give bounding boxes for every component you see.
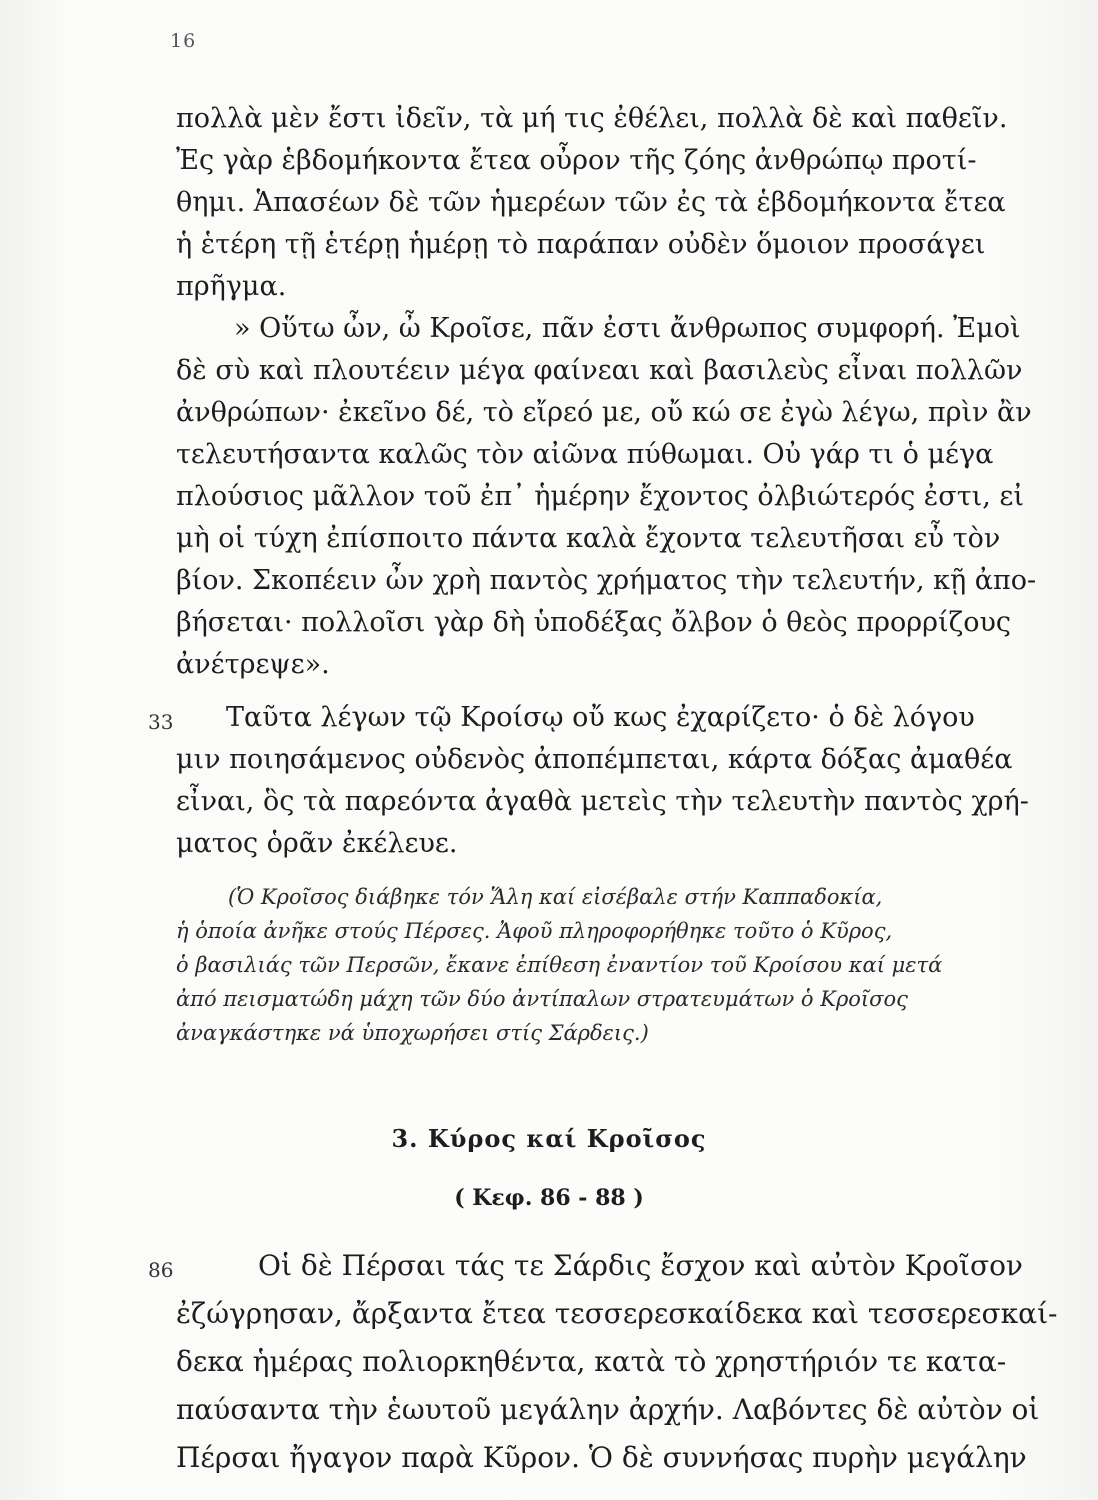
text-line: Οἱ δὲ Πέρσαι τάς τε Σάρδις ἔσχον καὶ αὐτὸν Κροῖσον	[258, 1249, 1023, 1282]
text-line: Πέρσαι ἤγαγον παρὰ Κῦρον. Ὁ δὲ συννήσας πυρὴν μεγάλην	[176, 1441, 1027, 1474]
text-line: Ταῦτα λέγων τῷ Κροίσῳ οὔ κως ἐχαρίζετο· ὁ δὲ λόγου	[226, 702, 975, 733]
section-heading: 3. Κύρος καί Κροῖσος	[391, 1124, 707, 1153]
text-line: πρῆγμα.	[176, 271, 287, 302]
summary-note	[176, 880, 1056, 1050]
text-line: ματος ὁρᾶν ἐκέλευε.	[176, 828, 458, 859]
text-line: βίον. Σκοπέειν ὦν χρὴ παντὸς χρήματος τὴν τελευτήν, κῇ ἀπο-	[176, 565, 1037, 596]
text-line: » Οὕτω ὦν, ὦ Κροῖσε, πᾶν ἐστι ἄνθρωπος συμφορή. Ἐμοὶ	[234, 313, 1021, 344]
text-line: μιν ποιησάμενος οὐδενὸς ἀποπέμπεται, κάρτα δόξας ἀμαθέα	[176, 744, 1013, 775]
text-line: πλούσιος μᾶλλον τοῦ ἐπ᾽ ἡμέρην ἔχοντος ὀλβιώτερός ἐστι, εἰ	[176, 481, 1024, 512]
text-line: παύσαντα τὴν ἑωυτοῦ μεγάλην ἀρχήν. Λαβόντες δὲ αὐτὸν οἱ	[176, 1393, 1040, 1426]
chapter-marginal-number: 33	[148, 710, 174, 734]
summary-line: ἀπό πεισματώδη μάχη τῶν δύο ἀντίπαλων στρατευμάτων ὁ Κροῖσος	[176, 987, 908, 1011]
section-subheading: ( Κεφ. 86 - 88 )	[454, 1185, 644, 1211]
summary-line: ἀναγκάστηκε νά ὑποχωρήσει στίς Σάρδεις.)	[176, 1021, 649, 1045]
passage-ch32	[176, 98, 1072, 686]
text-line: Ἐς γὰρ ἑβδομήκοντα ἔτεα οὖρον τῆς ζόης ἀνθρώπῳ προτί-	[176, 145, 977, 176]
text-line: βήσεται· πολλοῖσι γὰρ δὴ ὑποδέξας ὄλβον ὁ θεὸς προρρίζους	[176, 607, 1011, 638]
text-line: μὴ οἱ τύχη ἐπίσποιτο πάντα καλὰ ἔχοντα τελευτῆσαι εὖ τὸν	[176, 523, 1001, 554]
passage-ch86	[176, 1242, 1072, 1482]
chapter-marginal-number: 86	[148, 1258, 174, 1282]
summary-line: (Ὁ Κροῖσος διάβηκε τόν Ἅλη καί εἰσέβαλε στήν Καππαδοκία,	[228, 885, 883, 909]
passage-ch33	[176, 697, 1072, 865]
text-line: πολλὰ μὲν ἔστι ἰδεῖν, τὰ μή τις ἐθέλει, πολλὰ δὲ καὶ παθεῖν.	[176, 103, 1008, 134]
page-number: 16	[170, 30, 197, 52]
summary-line: ἡ ὁποία ἀνῆκε στούς Πέρσες. Ἀφοῦ πληροφορήθηκε τοῦτο ὁ Κῦρος,	[176, 919, 893, 943]
text-line: τελευτήσαντα καλῶς τὸν αἰῶνα πύθωμαι. Οὐ γάρ τι ὁ μέγα	[176, 439, 994, 470]
text-line: δεκα ἡμέρας πολιορκηθέντα, κατὰ τὸ χρηστήριόν τε κατα-	[176, 1345, 1007, 1378]
summary-line: ὁ βασιλιάς τῶν Περσῶν, ἔκανε ἐπίθεση ἐναντίον τοῦ Κροίσου καί μετά	[176, 953, 943, 977]
text-line: εἶναι, ὃς τὰ παρεόντα ἀγαθὰ μετεὶς τὴν τελευτὴν παντὸς χρή-	[176, 786, 1029, 817]
text-line: θημι. Ἁπασέων δὲ τῶν ἡμερέων τῶν ἐς τὰ ἑβδομήκοντα ἔτεα	[176, 187, 1006, 218]
text-line: ἐζώγρησαν, ἄρξαντα ἔτεα τεσσερεσκαίδεκα καὶ τεσσερεσκαί-	[176, 1297, 1058, 1330]
text-line: ἡ ἑτέρη τῇ ἑτέρῃ ἡμέρῃ τὸ παράπαν οὐδὲν ὅμοιον προσάγει	[176, 229, 986, 260]
text-line: ἀνθρώπων· ἐκεῖνο δέ, τὸ εἴρεό με, οὔ κώ σε ἐγὼ λέγω, πρὶν ἂν	[176, 397, 1032, 428]
text-line: δὲ σὺ καὶ πλουτέειν μέγα φαίνεαι καὶ βασιλεὺς εἶναι πολλῶν	[176, 355, 1023, 386]
text-line: ἀνέτρεψε».	[176, 649, 330, 680]
